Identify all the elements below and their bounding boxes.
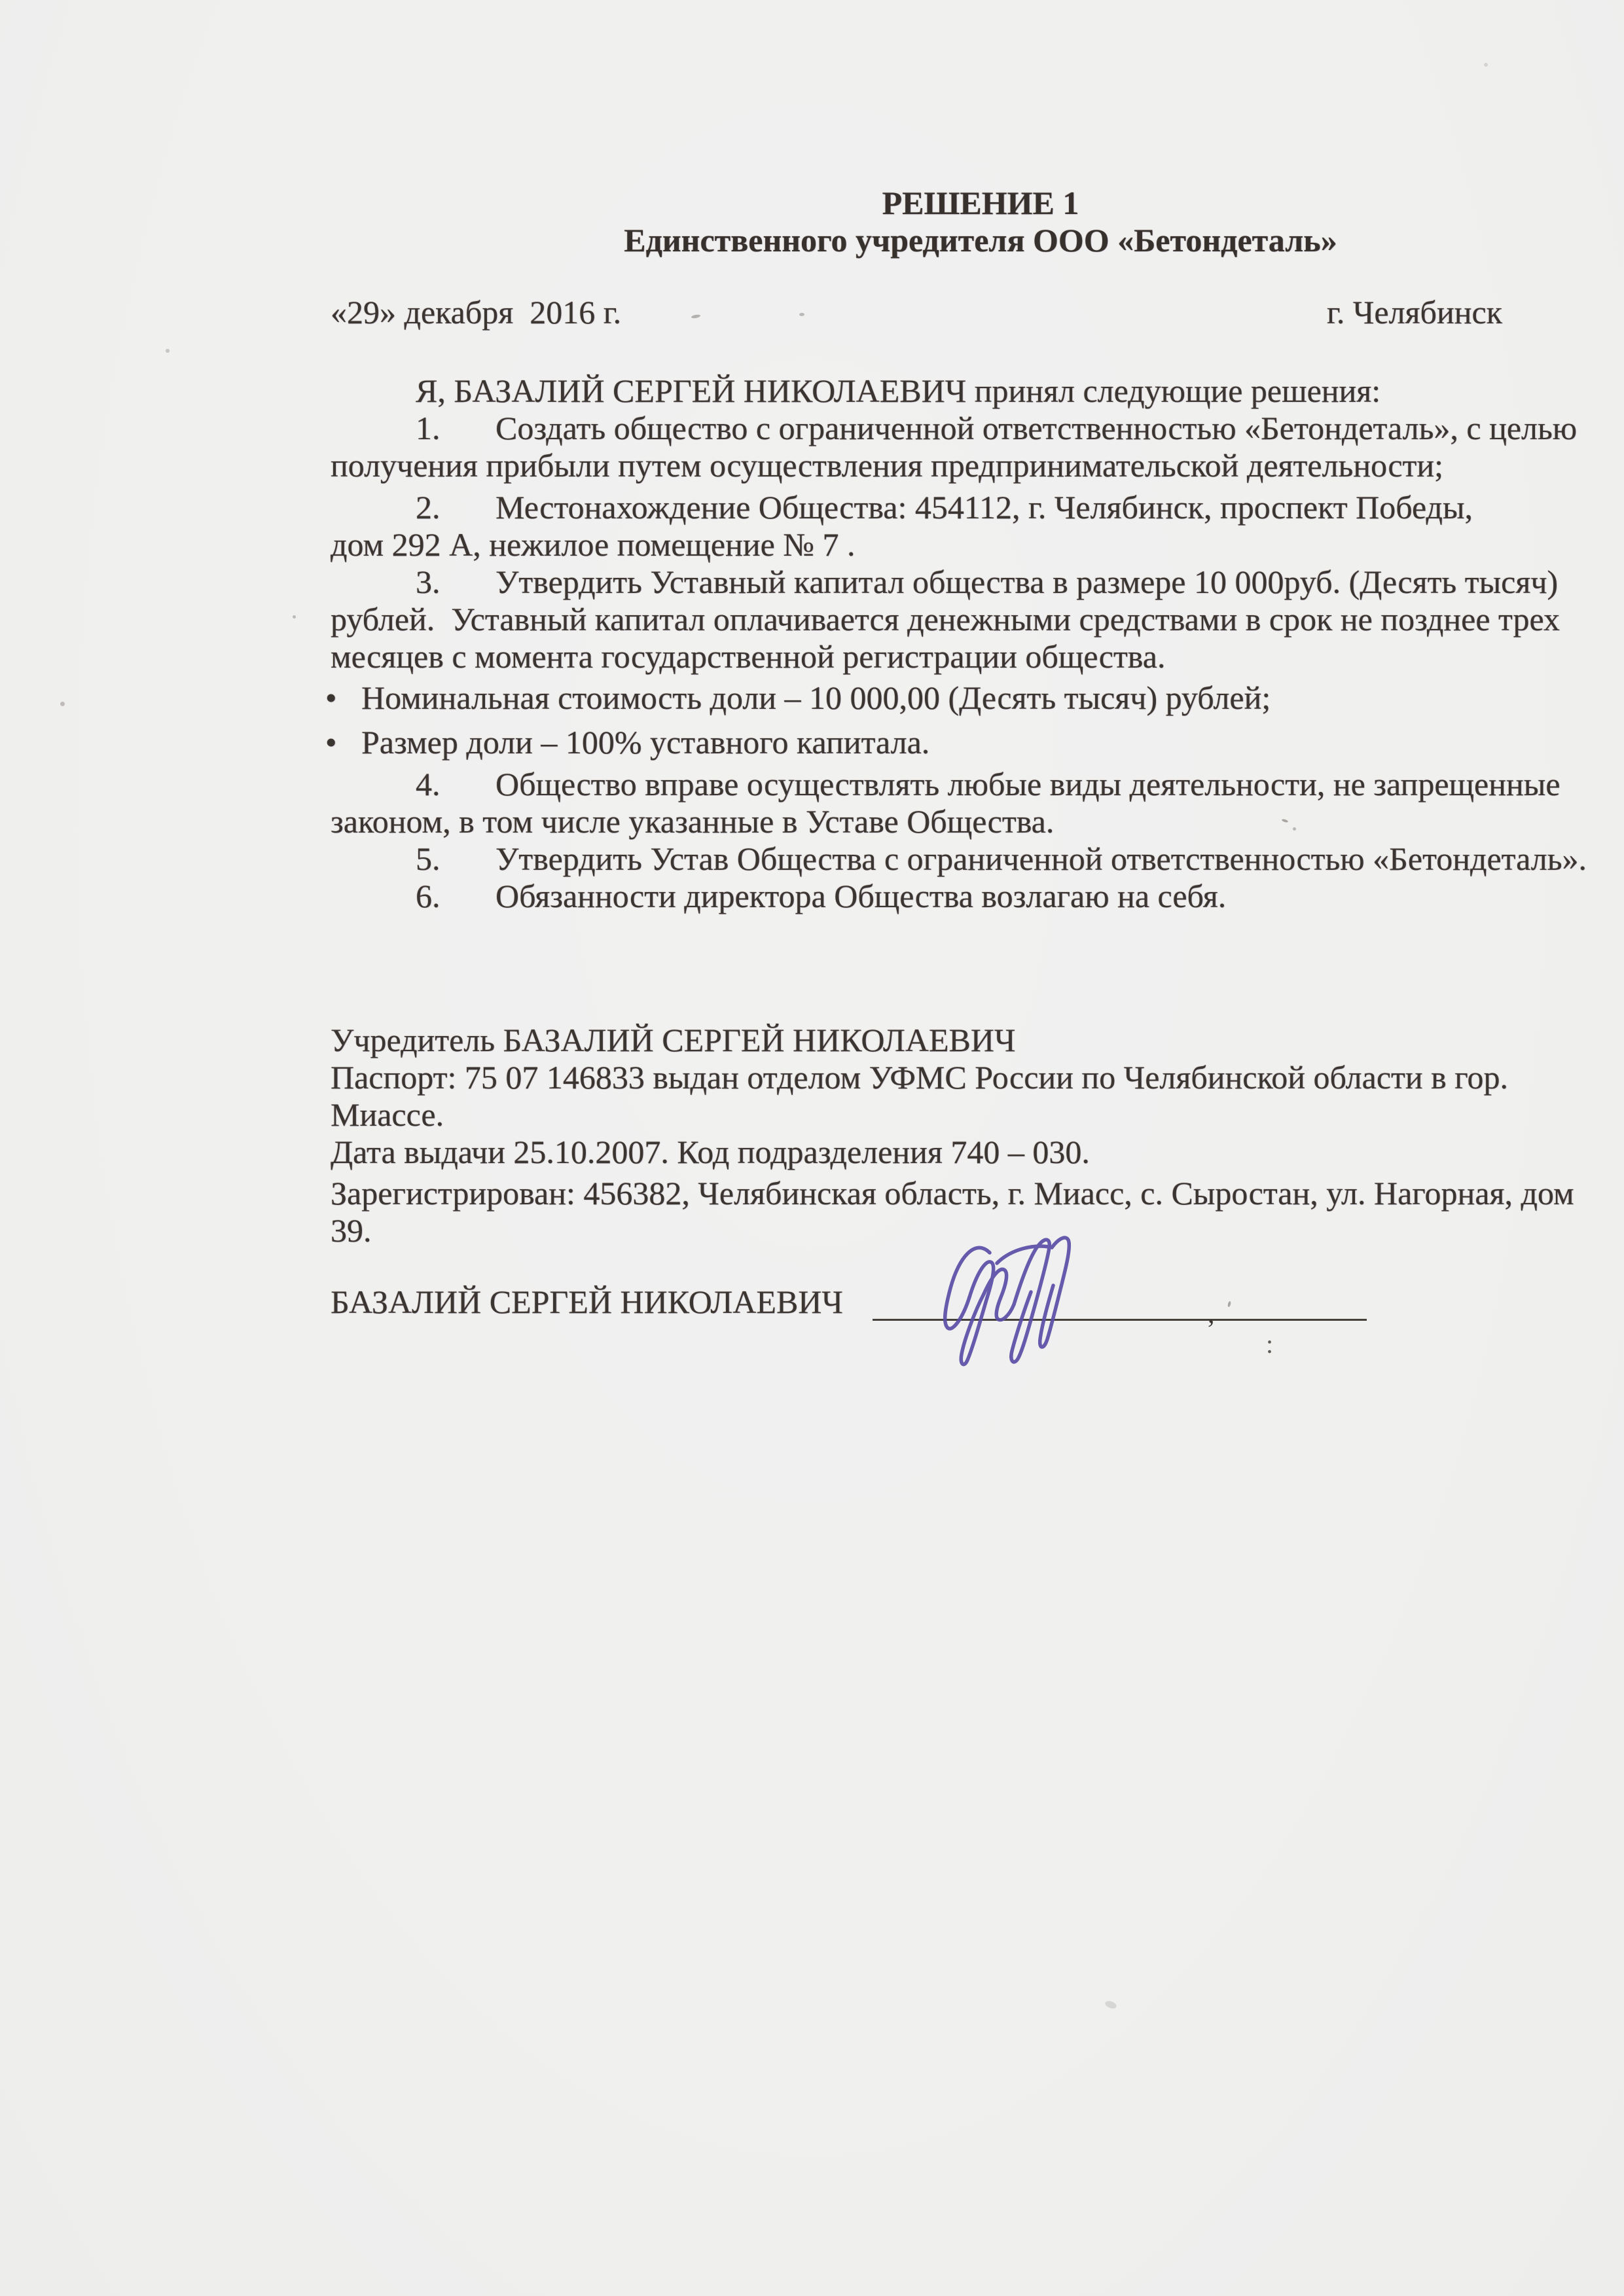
item-text: Утвердить Устав Общества с ограниченной ответственностью «Бетондеталь». xyxy=(496,840,1587,877)
intro-line: Я, БАЗАЛИЙ СЕРГЕЙ НИКОЛАЕВИЧ принял следующие решения: xyxy=(416,372,1381,409)
list-item-1 xyxy=(331,410,1614,447)
bullet-item-1 xyxy=(325,679,1614,717)
registered-address-cont: 39. xyxy=(331,1212,372,1249)
signature-line xyxy=(873,1283,1367,1321)
list-item-2-cont: дом 292 А, нежилое помещение № 7 . xyxy=(331,526,856,563)
signature-row xyxy=(331,1283,1614,1321)
passport-line: Паспорт: 75 07 146833 выдан отделом УФМС России по Челябинской области в гор. xyxy=(331,1059,1508,1096)
passport-city-line: Миассе. xyxy=(331,1096,444,1133)
document-date: «29» декабря 2016 г. xyxy=(331,294,622,331)
item-number: 1. xyxy=(416,410,441,446)
item-number: 3. xyxy=(416,564,441,600)
bullet-icon: • xyxy=(325,724,337,761)
scan-speck xyxy=(1293,827,1296,831)
list-item-4-cont: законом, в том числе указанные в Уставе Общества. xyxy=(331,803,1055,840)
bullet-icon: • xyxy=(325,679,337,716)
founder-name-line: Учредитель БАЗАЛИЙ СЕРГЕЙ НИКОЛАЕВИЧ xyxy=(331,1022,1016,1058)
item-text: Местонахождение Общества: 454112, г. Челябинск, проспект Победы, xyxy=(496,489,1473,526)
document-title-block xyxy=(348,185,1614,259)
scan-speck xyxy=(293,615,296,619)
list-item-3-cont: рублей. Уставный капитал оплачивается денежными средствами в срок не позднее трех xyxy=(331,601,1561,637)
document-subtitle: Единственного учредителя ООО «Бетондеталь» xyxy=(624,222,1337,259)
item-text: Создать общество с ограниченной ответственностью «Бетондеталь», с целью xyxy=(496,410,1578,446)
bullet-item-2 xyxy=(325,724,1614,761)
item-number: 6. xyxy=(416,878,441,914)
list-item-3 xyxy=(331,564,1614,601)
list-item-3-cont2: месяцев с момента государственной регистрации общества. xyxy=(331,638,1166,675)
scan-speck xyxy=(60,702,65,706)
ink-comma-artifact: , xyxy=(1208,1299,1215,1329)
item-text: Общество вправе осуществлять любые виды деятельности, не запрещенные xyxy=(496,766,1561,802)
scan-speck xyxy=(166,349,170,353)
list-item-2 xyxy=(331,489,1614,526)
item-number: 2. xyxy=(416,489,441,526)
registered-address-line: Зарегистрирован: 456382, Челябинская область, г. Миасс, с. Сыростан, ул. Нагорная, дом xyxy=(331,1175,1574,1211)
document-title: РЕШЕНИЕ 1 xyxy=(882,185,1079,221)
issue-date-line: Дата выдачи 25.10.2007. Код подразделения 740 – 030. xyxy=(331,1134,1090,1170)
document-city: г. Челябинск xyxy=(1327,294,1502,331)
bullet-text: Размер доли – 100% уставного капитала. xyxy=(361,724,930,761)
date-city-row xyxy=(331,294,1614,331)
ink-colon-artifact: : xyxy=(1266,1329,1274,1359)
list-item-5 xyxy=(331,840,1614,878)
list-item-4 xyxy=(331,766,1614,803)
item-text: Обязанности директора Общества возлагаю на себя. xyxy=(496,878,1227,914)
scan-speck xyxy=(1484,63,1488,67)
bullet-text: Номинальная стоимость доли – 10 000,00 (Десять тысяч) рублей; xyxy=(361,679,1271,716)
item-number: 4. xyxy=(416,766,441,802)
item-number: 5. xyxy=(416,840,441,877)
signatory-name: БАЗАЛИЙ СЕРГЕЙ НИКОЛАЕВИЧ xyxy=(331,1283,843,1320)
item-text: Утвердить Уставный капитал общества в размере 10 000руб. (Десять тысяч) xyxy=(496,564,1559,600)
scan-speck xyxy=(799,313,804,316)
list-item-1-cont: получения прибыли путем осуществления предпринимательской деятельности; xyxy=(331,447,1444,484)
founder-block xyxy=(331,1022,1614,1249)
list-item-6 xyxy=(331,878,1614,915)
